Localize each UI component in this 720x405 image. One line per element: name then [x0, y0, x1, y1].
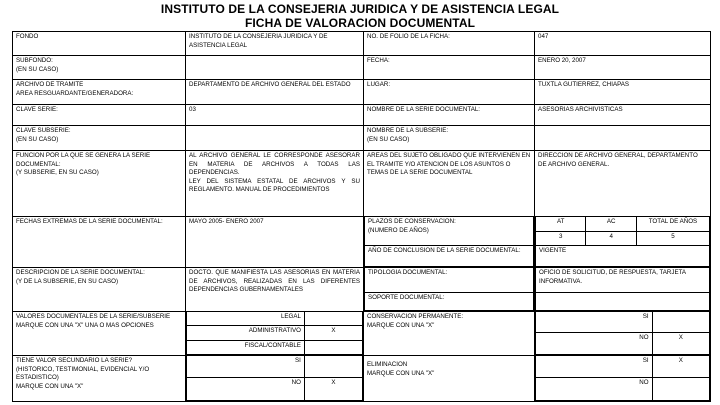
eliminacion-subtable: [535, 356, 710, 401]
fechas-label: FECHAS EXTREMAS DE LA SERIE DOCUMENTAL:: [13, 217, 186, 268]
eliminacion-mark-si[interactable]: X: [652, 356, 709, 378]
valor-secundario-cell: [13, 356, 186, 402]
conservacion-options-cell: [535, 312, 711, 356]
nombre-serie-value: ASESORIAS ARCHIVISTICAS: [535, 105, 711, 126]
valor-options-cell: [186, 356, 364, 402]
descripcion-note: (Y DE LA SUBSERIE, EN SU CASO): [16, 277, 119, 285]
valores-option-fiscal: FISCAL/CONTABLE: [187, 340, 305, 354]
form-row-fechas: [13, 217, 711, 268]
nombre-subserie-note: (EN SU CASO): [367, 135, 410, 143]
valor-label-1: TIENE VALOR SECUNDARIO LA SERIE?: [16, 357, 133, 364]
plazos-label-subtable: [364, 217, 534, 267]
eliminacion-label-2: MARQUE CON UNA "X": [367, 369, 435, 377]
valores-option-legal: LEGAL: [187, 312, 305, 326]
funcion-value-2: LEY DEL SISTEMA ESTATAL DE ARCHIVOS Y SU REGLAMENTO. MANUAL DE PROCEDIMIENTOS: [189, 177, 360, 194]
archivo-cell: [13, 80, 186, 105]
funcion-note: (Y SUBSERIE, EN SU CASO): [16, 169, 99, 177]
valor-option-si: SI: [187, 356, 305, 378]
folio-value: 047: [535, 32, 711, 56]
valor-mark-si[interactable]: [304, 356, 362, 378]
plazos-value-ac: 4: [586, 231, 636, 245]
form-row-valor-secundario: [13, 356, 711, 402]
document-title: INSTITUTO DE LA CONSEJERIA JURIDICA Y DE ASISTENCIA LEGAL: [160, 2, 560, 16]
clave-serie-value: 03: [186, 105, 364, 126]
valores-label-1: VALORES DOCUMENTALES DE LA SERIE/SUBSERIE: [16, 313, 171, 320]
nombre-subserie-value: [535, 126, 711, 151]
plazos-value-total: 5: [636, 231, 709, 245]
subfondo-note: (EN SU CASO): [16, 65, 59, 73]
conclusion-label: AÑO DE CONCLUSION DE LA SERIE DOCUMENTAL:: [365, 245, 534, 267]
valores-label-2: MARQUE CON UNA "X" UNA O MAS OPCIONES: [16, 321, 154, 329]
fecha-value: ENERO 20, 2007: [535, 56, 711, 80]
plazos-header-at: AT: [536, 217, 586, 231]
valor-label-3: MARQUE CON UNA "X": [16, 382, 84, 390]
eliminacion-cell: [364, 356, 535, 402]
tipologia-label: TIPOLOGIA DOCUMENTAL:: [365, 268, 534, 292]
subfondo-value: [186, 56, 364, 80]
folio-label: NO. DE FOLIO DE LA FICHA:: [364, 32, 535, 56]
soporte-value: [536, 292, 710, 311]
valores-cell: [13, 312, 186, 356]
conclusion-value: VIGENTE: [536, 245, 710, 267]
eliminacion-mark-no[interactable]: [652, 378, 709, 401]
valores-mark-fiscal[interactable]: [304, 340, 362, 354]
valores-option-administrativo: ADMINISTRATIVO: [187, 326, 305, 340]
plazos-value-cell: [535, 217, 711, 268]
descripcion-cell: [13, 268, 186, 312]
nombre-subserie-cell: [364, 126, 535, 151]
clave-serie-label: CLAVE SERIE:: [13, 105, 186, 126]
form-row-subfondo: [13, 56, 711, 80]
valores-subtable: [186, 312, 363, 355]
tipologia-value-subtable: [535, 268, 710, 311]
nombre-subserie-label: NOMBRE DE LA SUBSERIE:: [367, 127, 449, 134]
clave-subserie-cell: [13, 126, 186, 151]
descripcion-label: DESCRIPCION DE LA SERIE DOCUMENTAL:: [16, 269, 145, 276]
plazos-note: (NUMERO DE AÑOS): [368, 226, 429, 234]
funcion-value-1: AL ARCHIVO GENERAL LE CORRESPONDE ASESORAR EN MATERIA DE ARCHIVOS A TODAS LAS DEPENDENCIAS.: [189, 152, 360, 177]
plazos-header-total: TOTAL DE AÑOS: [636, 217, 709, 231]
areas-value: DIRECCION DE ARCHIVO GENERAL, DEPARTAMENTO DE ARCHIVO GENERAL.: [535, 151, 711, 217]
valores-mark-administrativo[interactable]: X: [304, 326, 362, 340]
clave-subserie-label: CLAVE SUBSERIE:: [16, 127, 71, 134]
lugar-value: TUXTLA GUTIERREZ, CHIAPAS: [535, 80, 711, 105]
archivo-value: DEPARTAMENTO DE ARCHIVO GENERAL DEL ESTADO: [186, 80, 364, 105]
conservacion-cell: [364, 312, 535, 356]
tipologia-label-cell: [364, 268, 535, 312]
conservacion-label-1: CONSERVACION PERMANENTE:: [367, 313, 464, 320]
funcion-label: FUNCION POR LA QUE SE GENERA LA SERIE DOCUMENTAL:: [16, 152, 151, 168]
subfondo-cell: [13, 56, 186, 80]
form-row-fondo: [13, 32, 711, 56]
lugar-label: LUGAR:: [364, 80, 535, 105]
plazos-label: PLAZOS DE CONSERVACION:: [368, 218, 456, 225]
valores-options-cell: [186, 312, 364, 356]
valoracion-form-table: [12, 31, 711, 402]
plazos-label-cell: [364, 217, 535, 268]
valor-subtable: [186, 356, 363, 401]
form-row-clave-subserie: [13, 126, 711, 151]
fondo-label: FONDO: [13, 32, 186, 56]
form-row-valores: [13, 312, 711, 356]
areas-label: AREAS DEL SUJETO OBLIGADO QUE INTERVIENEN EN EL TRAMITE Y/O ATENCION DE LOS ASUNTOS O TEMAS DE LA SERIE DOCUMENTAL: [364, 151, 535, 217]
form-row-funcion: [13, 151, 711, 217]
form-row-clave-serie: [13, 105, 711, 126]
tipologia-label-subtable: [364, 268, 534, 311]
eliminacion-options-cell: [535, 356, 711, 402]
conservacion-mark-no[interactable]: X: [652, 333, 709, 355]
valor-mark-no[interactable]: X: [304, 378, 362, 401]
valor-option-no: NO: [187, 378, 305, 401]
conservacion-option-no: NO: [536, 333, 653, 355]
clave-subserie-note: (EN SU CASO): [16, 135, 59, 143]
eliminacion-option-si: SI: [536, 356, 653, 378]
subfondo-label: SUBFONDO:: [16, 57, 53, 64]
archivo-label-1: ARCHIVO DE TRAMITE: [16, 81, 84, 88]
tipologia-value: OFICIO DE SOLICITUD, DE RESPUESTA, TARJETA INFORMATIVA.: [536, 268, 710, 292]
form-title: FICHA DE VALORACION DOCUMENTAL: [244, 16, 476, 30]
valor-label-2: (HISTORICO, TESTIMONIAL, EVIDENCIAL Y/O ESTADISTICO): [16, 365, 150, 382]
fondo-value: INSTITUTO DE LA CONSEJERIA JURIDICA Y DE ASISTENCIA LEGAL: [186, 32, 364, 56]
funcion-cell: [13, 151, 186, 217]
conservacion-label-2: MARQUE CON UNA "X": [367, 321, 435, 329]
conservacion-mark-si[interactable]: [652, 312, 709, 333]
eliminacion-label-1: ELIMINACION: [367, 361, 408, 368]
plazos-header-ac: AC: [586, 217, 636, 231]
conservacion-option-si: SI: [536, 312, 653, 333]
form-row-archivo: [13, 80, 711, 105]
nombre-serie-label: NOMBRE DE LA SERIE DOCUMENTAL:: [364, 105, 535, 126]
tipologia-value-cell: [535, 268, 711, 312]
archivo-label-2: AREA RESGUARDANTE/GENERADORA:: [16, 89, 134, 97]
form-row-descripcion: [13, 268, 711, 312]
plazos-value-at: 3: [536, 231, 586, 245]
plazos-subtable: [535, 217, 710, 267]
descripcion-value: DOCTO. QUE MANIFIESTA LAS ASESORIAS EN MATERIA DE ARCHIVOS, REALIZADAS EN LAS DIFERENTES DEPENDENCIAS GUBERNAMENTALES: [186, 268, 364, 312]
valores-mark-legal[interactable]: [304, 312, 362, 326]
funcion-value-cell: [186, 151, 364, 217]
fechas-value: MAYO 2005- ENERO 2007: [186, 217, 364, 268]
conservacion-subtable: [535, 312, 710, 355]
soporte-label: SOPORTE DOCUMENTAL:: [365, 292, 534, 311]
fecha-label: FECHA:: [364, 56, 535, 80]
eliminacion-option-no: NO: [536, 378, 653, 401]
clave-subserie-value: [186, 126, 364, 151]
